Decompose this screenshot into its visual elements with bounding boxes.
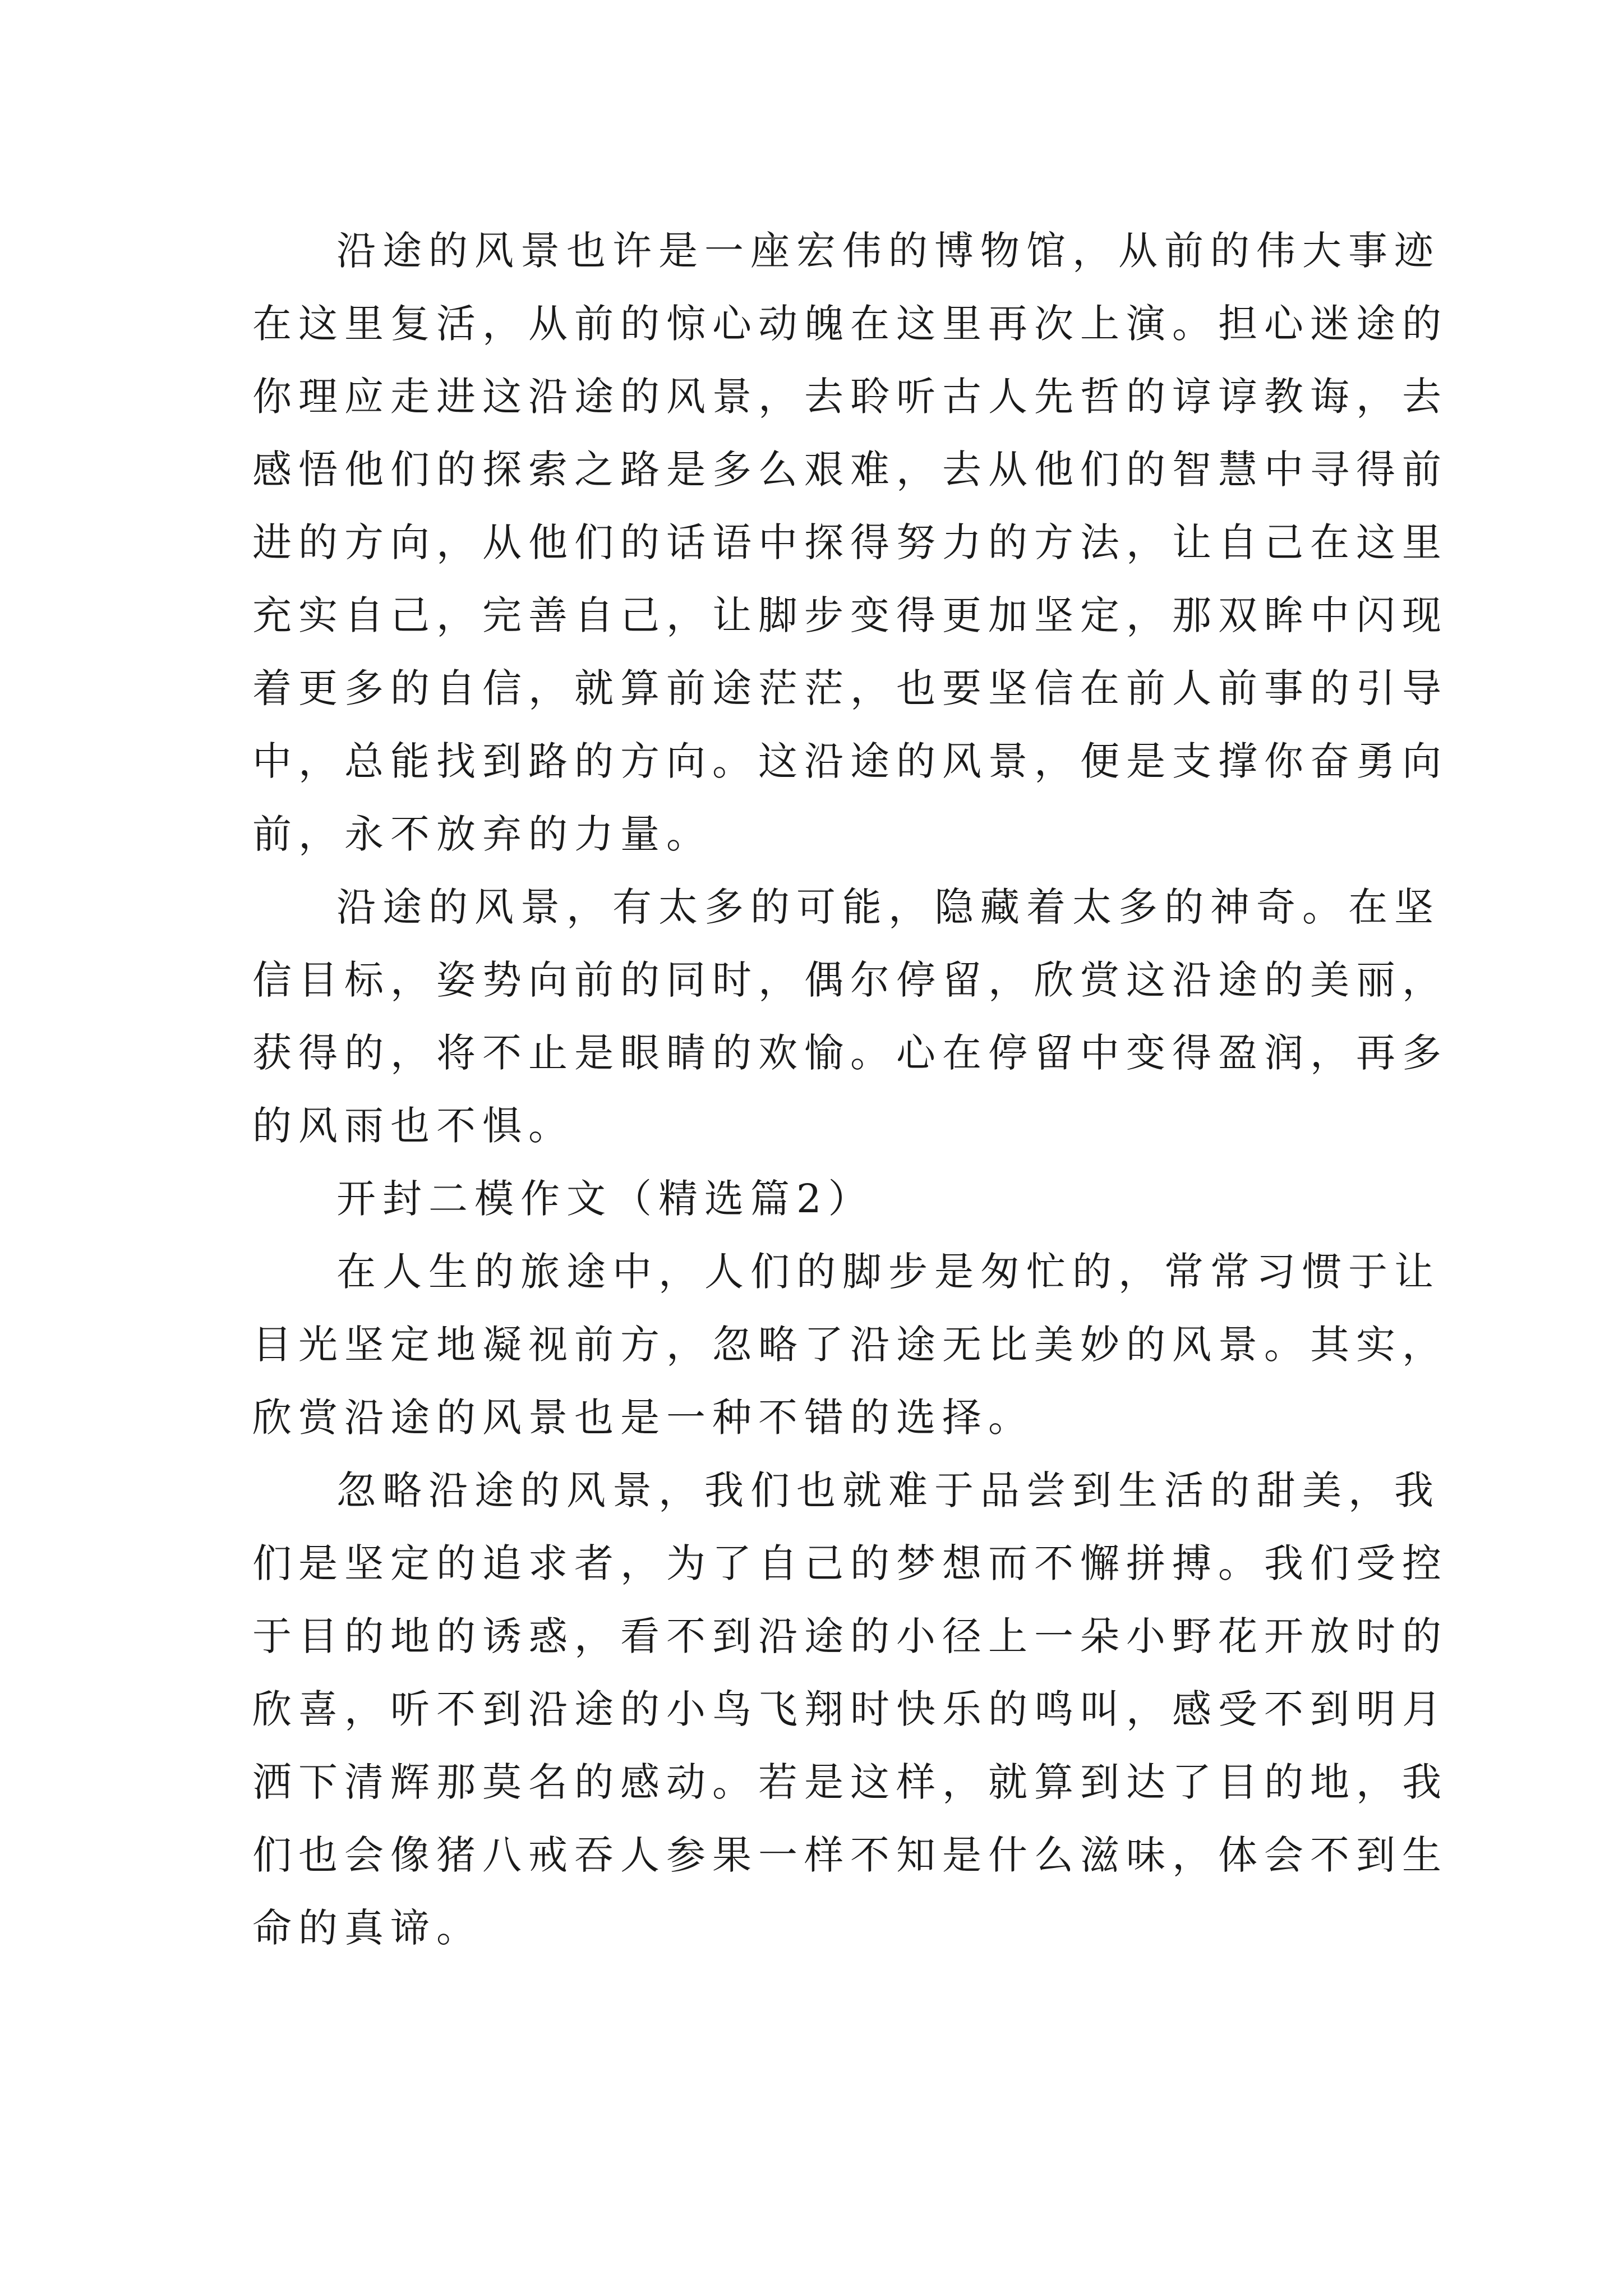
text-line: 们也会像猪八戒吞人参果一样不知是什么滋味，体会不到生 bbox=[252, 1832, 1448, 1878]
text-line: 着更多的自信，就算前途茫茫，也要坚信在前人前事的引导 bbox=[252, 665, 1448, 711]
text-line: 沿途的风景，有太多的可能，隐藏着太多的神奇。在坚 bbox=[336, 884, 1440, 930]
text-line: 的风雨也不惧。 bbox=[252, 1103, 574, 1149]
text-line: 欣喜，听不到沿途的小鸟飞翔时快乐的鸣叫，感受不到明月 bbox=[252, 1686, 1448, 1732]
text-line: 们是坚定的追求者，为了自己的梦想而不懈拼搏。我们受控 bbox=[252, 1540, 1448, 1586]
section-heading: 开封二模作文（精选篇2） bbox=[336, 1176, 874, 1222]
text-line: 进的方向，从他们的话语中探得努力的方法，让自己在这里 bbox=[252, 519, 1448, 565]
text-line: 欣赏沿途的风景也是一种不错的选择。 bbox=[252, 1395, 1034, 1441]
text-line: 于目的地的诱惑，看不到沿途的小径上一朵小野花开放时的 bbox=[252, 1613, 1448, 1659]
text-line: 洒下清辉那莫名的感动。若是这样，就算到达了目的地，我 bbox=[252, 1759, 1448, 1805]
text-line: 在这里复活，从前的惊心动魄在这里再次上演。担心迷途的 bbox=[252, 301, 1448, 347]
text-line: 忽略沿途的风景，我们也就难于品尝到生活的甜美，我 bbox=[336, 1467, 1440, 1513]
text-line: 充实自己，完善自己，让脚步变得更加坚定，那双眸中闪现 bbox=[252, 592, 1448, 638]
text-line: 目光坚定地凝视前方，忽略了沿途无比美妙的风景。其实， bbox=[252, 1322, 1448, 1368]
document-body bbox=[252, 214, 1448, 1964]
text-line: 前，永不放弃的力量。 bbox=[252, 811, 712, 857]
text-line: 中，总能找到路的方向。这沿途的风景，便是支撑你奋勇向 bbox=[252, 738, 1448, 784]
text-line: 感悟他们的探索之路是多么艰难，去从他们的智慧中寻得前 bbox=[252, 447, 1448, 493]
text-line: 在人生的旅途中，人们的脚步是匆忙的，常常习惯于让 bbox=[336, 1249, 1440, 1295]
text-line: 沿途的风景也许是一座宏伟的博物馆，从前的伟大事迹 bbox=[336, 228, 1440, 274]
text-line: 命的真谛。 bbox=[252, 1905, 482, 1951]
text-line: 你理应走进这沿途的风景，去聆听古人先哲的谆谆教诲，去 bbox=[252, 374, 1448, 420]
text-line: 获得的，将不止是眼睛的欢愉。心在停留中变得盈润，再多 bbox=[252, 1030, 1448, 1076]
text-line: 信目标，姿势向前的同时，偶尔停留，欣赏这沿途的美丽， bbox=[252, 957, 1448, 1003]
